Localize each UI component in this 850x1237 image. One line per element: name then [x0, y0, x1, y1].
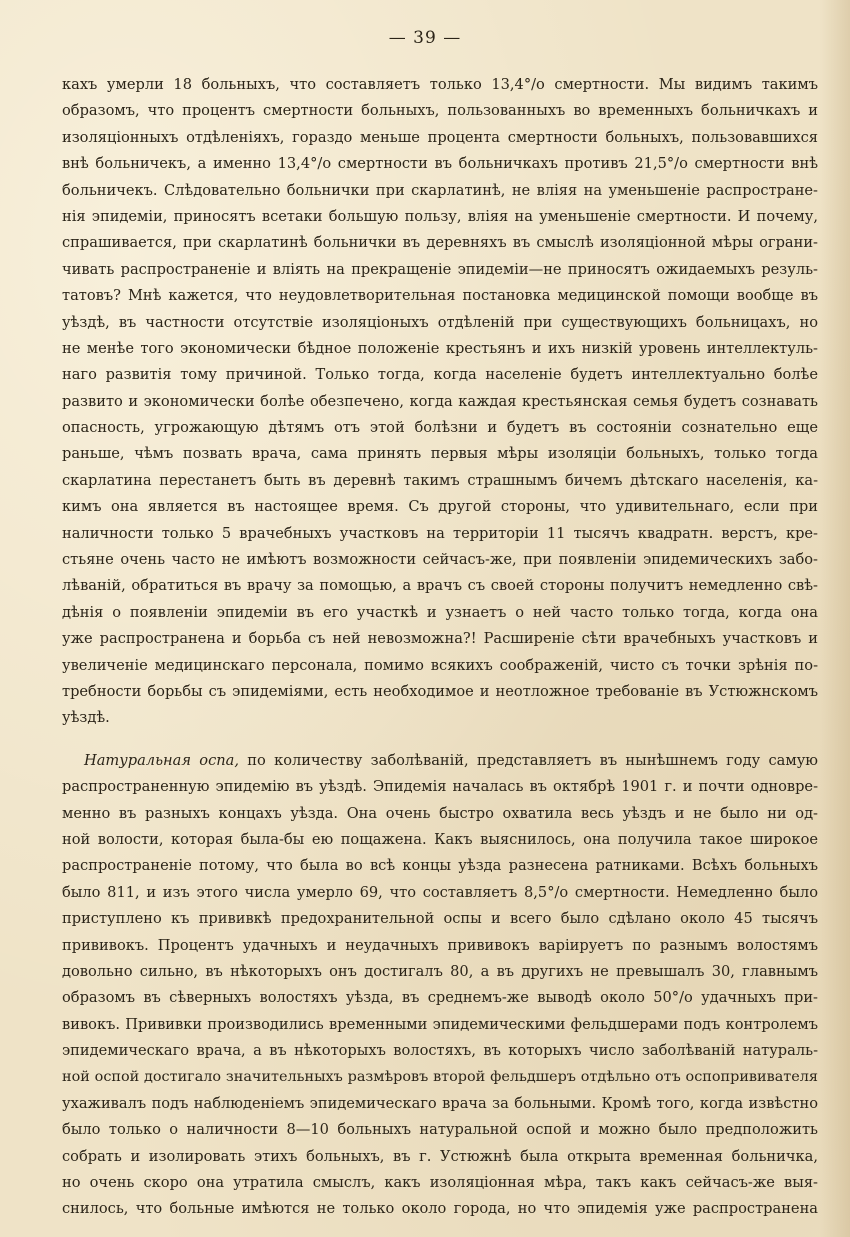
body-text	[62, 72, 818, 1223]
paragraph-line: менно въ разныхъ концахъ уѣзда. Она очень быстро охватила весь уѣздъ и не было ни од-	[62, 804, 818, 822]
paragraph-line: кахъ умерли 18 больныхъ, что составляетъ только 13,4°/о смертности. Мы видимъ такимъ	[62, 76, 818, 93]
paragraph-line	[62, 748, 818, 774]
paragraph-line: ной волости, которая была-бы ею пощажена. Какъ выяснилось, она получила такое широкое	[62, 830, 818, 848]
paragraph-line: кимъ она является въ настоящее время. Съ другой стороны, что удивительнаго, если при	[62, 498, 818, 516]
paragraph-line: снилось, что больные имѣются не только около города, но что эпидемія уже распространена	[62, 1200, 818, 1218]
paragraph-line: лѣваній, обратиться въ врачу за помощью, а врачъ съ своей стороны получитъ немедленно свѣ-	[62, 577, 818, 595]
paragraph-line: опасность, угрожающую дѣтямъ отъ этой болѣзни и будетъ въ состояніи сознательно еще	[62, 419, 818, 437]
paragraph-line: скарлатина перестанетъ быть въ деревнѣ такимъ страшнымъ бичемъ дѣтскаго населенія, ка-	[62, 471, 818, 489]
paragraph-line-text: по количеству заболѣваній, представляетъ въ нынѣшнемъ году самую	[239, 751, 818, 769]
paragraph-line: собрать и изолировать этихъ больныхъ, въ г. Устюжнѣ была открыта временная больничка,	[62, 1147, 818, 1165]
paragraph-line: уже распространена и борьба съ ней невозможна?! Расширеніе сѣти врачебныхъ участковъ и	[62, 630, 818, 648]
paragraph-line: татовъ? Мнѣ кажется, что неудовлетворительная постановка медицинской помощи вообще въ	[62, 287, 818, 305]
paragraph-line: чивать распространеніе и вліять на прекращеніе эпидеміи—не приносятъ ожидаемыхъ резуль-	[62, 260, 818, 278]
paragraph-line: спрашивается, при скарлатинѣ больнички въ деревняхъ въ смыслѣ изоляціонной мѣры ограни-	[62, 234, 818, 252]
paragraph-scarlatina	[62, 72, 818, 732]
paragraph-line: было 811, и изъ этого числа умерло 69, что составляетъ 8,5°/о смертности. Немедленно было	[62, 883, 818, 901]
paragraph-line: ной оспой достигало значительныхъ размѣровъ второй фельдшеръ отдѣльно отъ оспопрививателя	[62, 1069, 818, 1086]
paragraph-line: наличности только 5 врачебныхъ участковъ на территоріи 11 тысячъ квадратн. верстъ, кре-	[62, 524, 818, 542]
page-edge-shadow	[820, 0, 850, 1237]
paragraph-line: внѣ больничекъ, а именно 13,4°/о смертности въ больничкахъ противъ 21,5°/о смертности внѣ	[62, 155, 818, 173]
paragraph-line: образомъ въ сѣверныхъ волостяхъ уѣзда, въ среднемъ-же выводѣ около 50°/о удачныхъ при-	[62, 989, 818, 1007]
paragraph-line: ухаживалъ подъ наблюденіемъ эпидемическаго врача за больными. Кромѣ того, когда извѣстно	[62, 1094, 818, 1112]
paragraph-line: было только о наличности 8—10 больныхъ натуральной оспой и можно было предположить	[62, 1121, 818, 1139]
paragraph-line: вивокъ. Прививки производились временными эпидемическими фельдшерами подъ контролемъ	[62, 1015, 818, 1033]
paragraph-line: стьяне очень часто не имѣютъ возможности сейчасъ-же, при появленіи эпидемическихъ забо-	[62, 551, 818, 569]
paragraph-line: уѣздѣ, въ частности отсутствіе изоляціоныхъ отдѣленій при существующихъ больницахъ, но	[62, 313, 818, 331]
paragraph-line: наго развитія тому причиной. Только тогда, когда населеніе будетъ интеллектуально болѣе	[62, 366, 818, 384]
paragraph-line: изоляціонныхъ отдѣленіяхъ, гораздо меньше процента смертности больныхъ, пользовавшихся	[62, 128, 818, 146]
paragraph-line: довольно сильно, въ нѣкоторыхъ онъ достигалъ 80, а въ другихъ не превышалъ 30, главнымъ	[62, 962, 818, 980]
paragraph-line: образомъ, что процентъ смертности больныхъ, пользованныхъ во временныхъ больничкахъ и	[62, 102, 818, 120]
paragraph-line: увеличеніе медицинскаго персонала, помимо всякихъ соображеній, чисто съ точки зрѣнія по-	[62, 656, 818, 674]
paragraph-line: дѣнія о появленіи эпидеміи въ его участкѣ и узнаетъ о ней часто только тогда, когда она	[62, 603, 818, 621]
paragraph-line: эпидемическаго врача, а въ нѣкоторыхъ волостяхъ, въ которыхъ число заболѣваній натураль-	[62, 1042, 818, 1060]
paragraph-line: больничекъ. Слѣдовательно больнички при скарлатинѣ, не вліяя на уменьшеніе распростране-	[62, 181, 818, 199]
paragraph-line: приступлено къ прививкѣ предохранительной оспы и всего было сдѣлано около 45 тысячъ	[62, 910, 818, 928]
paragraph-line: развито и экономически болѣе обезпечено, когда каждая крестьянская семья будетъ сознавать	[62, 392, 818, 410]
paragraph-line: распространеніе потому, что была во всѣ концы уѣзда разнесена ратниками. Всѣхъ больныхъ	[62, 857, 818, 875]
paragraph-line: уѣздѣ.	[62, 709, 110, 727]
paragraph-line: не менѣе того экономически бѣдное положеніе крестьянъ и ихъ низкій уровень интеллектуль-	[62, 339, 818, 357]
paragraph-line: требности борьбы съ эпидеміями, есть необходимое и неотложное требованіе въ Устюжнскомъ	[62, 682, 818, 700]
paragraph-line: прививокъ. Процентъ удачныхъ и неудачныхъ прививокъ варіируетъ по разнымъ волостямъ	[62, 936, 818, 954]
paragraph-line: раньше, чѣмъ позвать врача, сама принять первыя мѣры изоляціи больныхъ, только тогда	[62, 445, 818, 463]
section-lead-term: Натуральная оспа,	[84, 751, 239, 769]
paragraph-line: распространенную эпидемію въ уѣздѣ. Эпидемія началась въ октябрѣ 1901 г. и почти одновре-	[62, 778, 818, 796]
paragraph-gap	[62, 732, 818, 748]
paragraph-line: нія эпидеміи, приносятъ всетаки большую пользу, вліяя на уменьшеніе смертности. И почему,	[62, 207, 818, 225]
paragraph-line: но очень скоро она утратила смыслъ, какъ изоляціонная мѣра, такъ какъ сейчасъ-же выя-	[62, 1174, 818, 1192]
page-number: — 39 —	[388, 28, 462, 48]
paragraph-smallpox	[62, 748, 818, 1223]
